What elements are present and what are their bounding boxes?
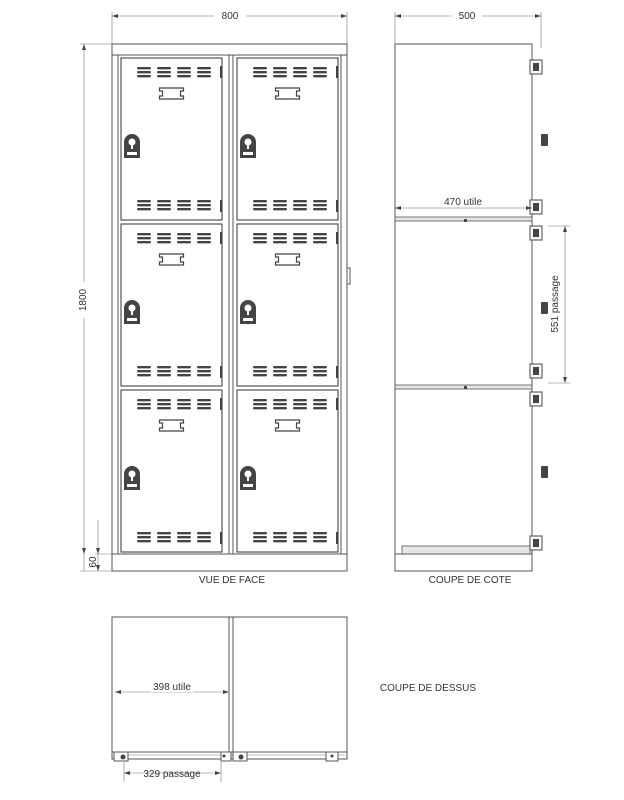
vent-slot bbox=[313, 75, 327, 77]
vent-slot bbox=[137, 75, 151, 77]
vent-slot bbox=[197, 233, 211, 235]
vent-slot bbox=[253, 540, 267, 542]
vent-slot bbox=[137, 233, 151, 235]
vent-slot bbox=[197, 399, 211, 401]
height-dimension-label: 1800 bbox=[78, 288, 89, 312]
vent-slot bbox=[313, 370, 327, 372]
vent-slot bbox=[253, 204, 267, 206]
vent-slot bbox=[137, 536, 151, 538]
vent-slot bbox=[293, 399, 307, 401]
door-hinges bbox=[530, 60, 548, 550]
vent-slot bbox=[157, 237, 171, 239]
vent-slot bbox=[293, 540, 307, 542]
vent-slot bbox=[293, 200, 307, 202]
vent-slot bbox=[177, 536, 191, 538]
vent-slot bbox=[293, 403, 307, 405]
vent-slot bbox=[253, 366, 267, 368]
vent-slot bbox=[313, 71, 327, 73]
lock-knob-icon bbox=[541, 466, 548, 478]
vent-slot bbox=[177, 241, 191, 243]
shelf bbox=[395, 385, 532, 389]
vent-slot bbox=[157, 407, 171, 409]
vent-slot bbox=[273, 399, 287, 401]
vent-slot bbox=[273, 403, 287, 405]
vent-slot bbox=[197, 237, 211, 239]
lock-icon[interactable] bbox=[240, 134, 256, 158]
vent-slot bbox=[137, 370, 151, 372]
vent-slot bbox=[137, 399, 151, 401]
vent-slot bbox=[197, 374, 211, 376]
vent-slot bbox=[177, 208, 191, 210]
vent-slot bbox=[197, 366, 211, 368]
vent-slot bbox=[197, 67, 211, 69]
vent-slot bbox=[253, 200, 267, 202]
vent-slot bbox=[273, 370, 287, 372]
lock-knob-icon bbox=[541, 134, 548, 146]
vent-slot bbox=[137, 540, 151, 542]
vent-slot bbox=[313, 233, 327, 235]
vent-slot bbox=[293, 208, 307, 210]
locker-door[interactable] bbox=[237, 390, 338, 552]
shelf bbox=[395, 217, 532, 221]
vent-slot bbox=[157, 540, 171, 542]
vent-slot bbox=[293, 237, 307, 239]
vent-slot bbox=[273, 237, 287, 239]
locker-door[interactable] bbox=[121, 390, 222, 552]
vent-slot bbox=[293, 374, 307, 376]
vent-slot bbox=[313, 67, 327, 69]
usable-depth-label: 470 utile bbox=[444, 197, 482, 208]
vent-slot bbox=[177, 370, 191, 372]
vent-slot bbox=[253, 75, 267, 77]
vent-slot bbox=[157, 208, 171, 210]
vent-slot bbox=[293, 370, 307, 372]
vent-slot bbox=[197, 407, 211, 409]
height-dimension bbox=[74, 44, 112, 571]
vent-slot bbox=[157, 241, 171, 243]
vent-slot bbox=[197, 241, 211, 243]
lock-icon[interactable] bbox=[240, 466, 256, 490]
passage-width-dimension bbox=[124, 762, 221, 782]
vent-slot bbox=[273, 208, 287, 210]
vent-slot bbox=[313, 399, 327, 401]
vent-slot bbox=[137, 237, 151, 239]
vent-slot bbox=[253, 536, 267, 538]
vent-slot bbox=[273, 75, 287, 77]
vent-slot bbox=[137, 204, 151, 206]
vent-slot bbox=[273, 366, 287, 368]
vent-slot bbox=[177, 532, 191, 534]
vent-slot bbox=[253, 407, 267, 409]
side-body bbox=[395, 44, 532, 571]
vent-slot bbox=[157, 532, 171, 534]
vent-slot bbox=[293, 532, 307, 534]
vent-slot bbox=[273, 536, 287, 538]
vent-slot bbox=[253, 241, 267, 243]
vent-slot bbox=[197, 370, 211, 372]
vent-slot bbox=[177, 200, 191, 202]
lock-icon[interactable] bbox=[124, 466, 140, 490]
vent-slot bbox=[313, 540, 327, 542]
lock-icon[interactable] bbox=[240, 300, 256, 324]
vent-slot bbox=[253, 532, 267, 534]
vent-slot bbox=[157, 204, 171, 206]
vent-slot bbox=[137, 366, 151, 368]
lock-icon[interactable] bbox=[124, 134, 140, 158]
vent-slot bbox=[273, 407, 287, 409]
vent-slot bbox=[157, 200, 171, 202]
vent-slot bbox=[273, 71, 287, 73]
locker-door[interactable] bbox=[237, 58, 338, 220]
passage-width-label: 329 passage bbox=[143, 769, 201, 780]
vent-slot bbox=[177, 399, 191, 401]
vent-slot bbox=[197, 532, 211, 534]
vent-slot bbox=[273, 67, 287, 69]
vent-slot bbox=[313, 403, 327, 405]
vent-slot bbox=[273, 233, 287, 235]
vent-slot bbox=[273, 200, 287, 202]
vent-slot bbox=[157, 374, 171, 376]
plinth-dimension bbox=[88, 520, 112, 571]
lock-knob-icon bbox=[541, 302, 548, 314]
vent-slot bbox=[313, 237, 327, 239]
locker-door[interactable] bbox=[121, 224, 222, 386]
vent-slot bbox=[253, 403, 267, 405]
lock-icon[interactable] bbox=[124, 300, 140, 324]
locker-door[interactable] bbox=[121, 58, 222, 220]
vent-slot bbox=[197, 208, 211, 210]
vent-slot bbox=[137, 208, 151, 210]
vent-slot bbox=[253, 71, 267, 73]
passage-height-dimension bbox=[548, 226, 570, 383]
vent-slot bbox=[177, 374, 191, 376]
vent-slot bbox=[157, 366, 171, 368]
vent-slot bbox=[177, 540, 191, 542]
usable-width-label: 398 utile bbox=[153, 682, 191, 693]
vent-slot bbox=[197, 540, 211, 542]
vent-slot bbox=[253, 374, 267, 376]
vent-slot bbox=[313, 532, 327, 534]
vent-slot bbox=[293, 366, 307, 368]
vent-slot bbox=[197, 204, 211, 206]
vent-slot bbox=[293, 233, 307, 235]
vent-slot bbox=[313, 536, 327, 538]
vent-slot bbox=[293, 204, 307, 206]
vent-slot bbox=[157, 71, 171, 73]
vent-slot bbox=[313, 366, 327, 368]
vent-slot bbox=[177, 75, 191, 77]
vent-slot bbox=[177, 407, 191, 409]
vent-slot bbox=[197, 71, 211, 73]
vent-slot bbox=[253, 233, 267, 235]
vent-slot bbox=[137, 532, 151, 534]
vent-slot bbox=[273, 374, 287, 376]
vent-slot bbox=[293, 75, 307, 77]
vent-slot bbox=[313, 200, 327, 202]
vent-slot bbox=[313, 208, 327, 210]
vent-slot bbox=[293, 536, 307, 538]
top-view bbox=[112, 617, 476, 782]
vent-slot bbox=[157, 370, 171, 372]
side-view-caption: COUPE DE COTE bbox=[428, 575, 512, 586]
vent-slot bbox=[313, 407, 327, 409]
vent-slot bbox=[177, 67, 191, 69]
vent-slot bbox=[293, 71, 307, 73]
vent-slot bbox=[253, 237, 267, 239]
depth-dimension bbox=[395, 9, 541, 48]
vent-slot bbox=[137, 200, 151, 202]
depth-dimension-label: 500 bbox=[458, 11, 476, 22]
vent-slot bbox=[177, 204, 191, 206]
vent-slot bbox=[313, 374, 327, 376]
vent-slot bbox=[177, 233, 191, 235]
plinth bbox=[402, 546, 530, 554]
front-view-caption: VUE DE FACE bbox=[198, 575, 266, 586]
vent-slot bbox=[177, 403, 191, 405]
vent-slot bbox=[273, 532, 287, 534]
vent-slot bbox=[137, 403, 151, 405]
vent-slot bbox=[157, 67, 171, 69]
vent-slot bbox=[157, 75, 171, 77]
vent-slot bbox=[293, 241, 307, 243]
vent-slot bbox=[253, 208, 267, 210]
vent-slot bbox=[293, 67, 307, 69]
vent-slot bbox=[313, 241, 327, 243]
vent-slot bbox=[137, 71, 151, 73]
vent-slot bbox=[157, 536, 171, 538]
vent-slot bbox=[197, 403, 211, 405]
front-view bbox=[74, 9, 350, 586]
vent-slot bbox=[273, 241, 287, 243]
vent-slot bbox=[157, 399, 171, 401]
locker-door[interactable] bbox=[237, 224, 338, 386]
vent-slot bbox=[197, 75, 211, 77]
vent-slot bbox=[253, 67, 267, 69]
vent-slot bbox=[137, 67, 151, 69]
vent-slot bbox=[197, 200, 211, 202]
side-view bbox=[395, 9, 570, 586]
vent-slot bbox=[253, 370, 267, 372]
vent-slot bbox=[177, 366, 191, 368]
vent-slot bbox=[313, 204, 327, 206]
passage-height-label: 551 passage bbox=[550, 275, 561, 333]
vent-slot bbox=[157, 233, 171, 235]
vent-slot bbox=[177, 237, 191, 239]
vent-slot bbox=[137, 407, 151, 409]
vent-slot bbox=[177, 71, 191, 73]
width-dimension-label: 800 bbox=[221, 11, 239, 22]
vent-slot bbox=[253, 399, 267, 401]
vent-slot bbox=[273, 540, 287, 542]
vent-slot bbox=[273, 204, 287, 206]
plinth-dimension-label: 60 bbox=[88, 556, 99, 568]
vent-slot bbox=[157, 403, 171, 405]
vent-slot bbox=[137, 374, 151, 376]
vent-slot bbox=[197, 536, 211, 538]
vent-slot bbox=[293, 407, 307, 409]
top-view-caption: COUPE DE DESSUS bbox=[379, 683, 477, 694]
vent-slot bbox=[137, 241, 151, 243]
